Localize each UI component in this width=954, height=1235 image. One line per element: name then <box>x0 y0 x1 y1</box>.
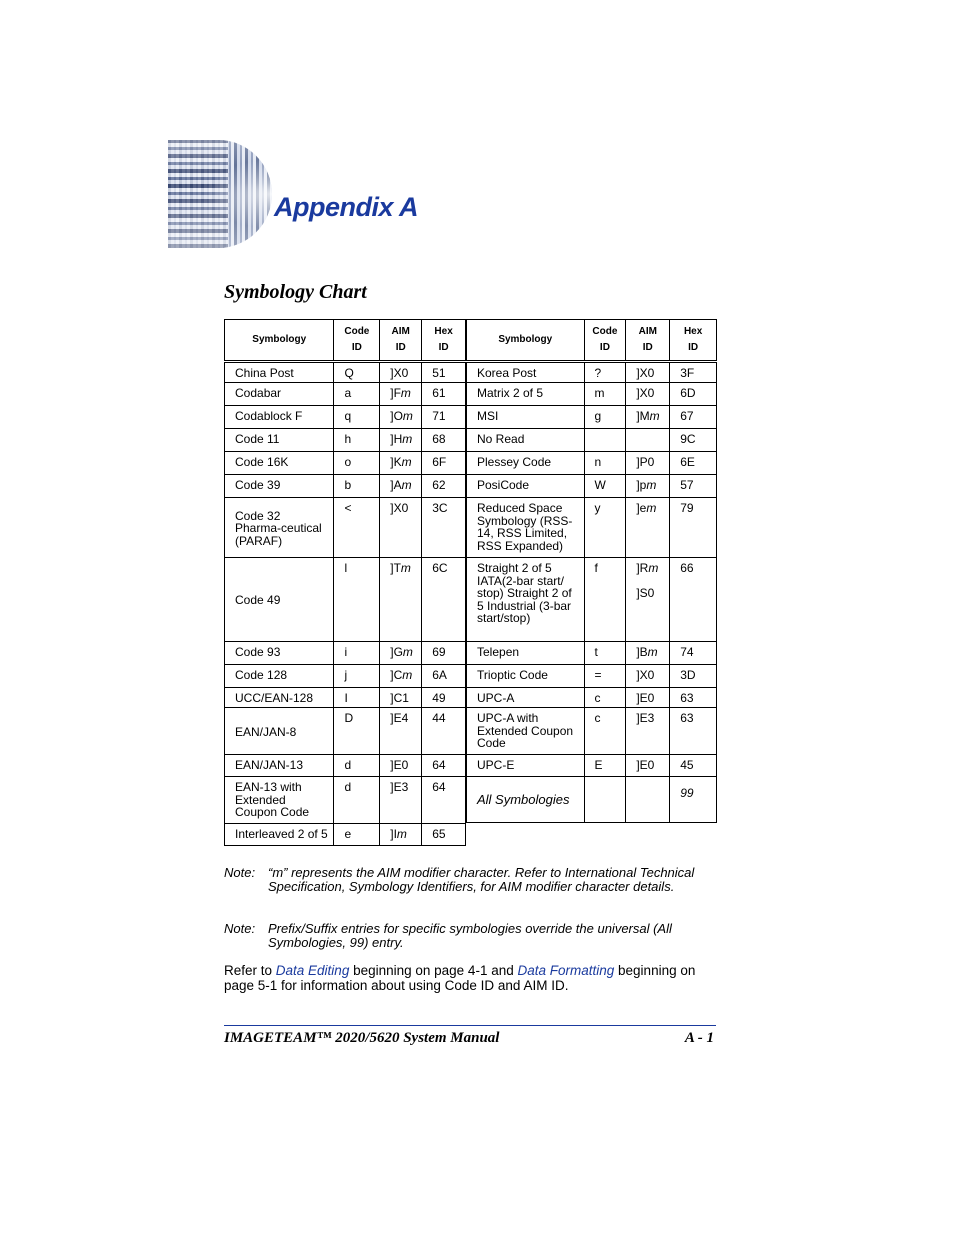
code-id-cell: < <box>334 498 380 558</box>
hex-id-cell: 99 <box>670 777 717 823</box>
symbology-cell: Straight 2 of 5 IATA(2-bar start/ stop) Straight 2 of 5 Industrial (3-bar start/stop) <box>467 558 585 642</box>
hex-id-cell: 9C <box>670 429 717 452</box>
code-id-cell: e <box>334 824 380 846</box>
code-id-cell: E <box>584 755 626 777</box>
hex-id-cell: 51 <box>422 362 466 383</box>
aim-id-cell: ]X0 <box>380 498 422 558</box>
note-text: “m” represents the AIM modifier character. Refer to International Technical Specification, Symbology Identifiers, for AIM modifier character details. <box>268 865 695 894</box>
code-id-cell: c <box>584 708 626 755</box>
symbology-cell: UPC-E <box>467 755 585 777</box>
table-row <box>225 475 466 498</box>
aim-id-cell: ]Tm <box>380 558 422 642</box>
code-id-cell: j <box>334 665 380 688</box>
aim-id-cell: ]Am <box>380 475 422 498</box>
note-label: Note: <box>224 921 256 936</box>
aim-id-cell: ]Fm <box>380 383 422 406</box>
hex-id-cell: 62 <box>422 475 466 498</box>
symbology-cell: EAN-13 with Extended Coupon Code <box>225 777 334 824</box>
aim-id-cell: ]E4 <box>380 708 422 755</box>
code-id-cell: y <box>584 498 626 558</box>
footer-page-number: A - 1 <box>684 1030 714 1046</box>
table-row <box>467 475 717 498</box>
code-id-cell: D <box>334 708 380 755</box>
code-id-cell: Q <box>334 362 380 383</box>
hex-id-cell: 3F <box>670 362 717 383</box>
table-row <box>225 777 466 824</box>
symbology-cell: China Post <box>225 362 334 383</box>
aim-id-cell: ]E0 <box>626 688 670 708</box>
code-id-cell: l <box>334 558 380 642</box>
reference-paragraph: Refer to Data Editing beginning on page 4-1 and Data Formatting beginning on page 5-1 for information about using Code ID and AIM ID. <box>224 963 696 993</box>
table-row <box>225 708 466 755</box>
symbology-cell: MSI <box>467 406 585 429</box>
symbology-cell: EAN/JAN-8 <box>225 708 334 755</box>
code-id-cell: a <box>334 383 380 406</box>
header-hex-id: Hex ID <box>670 320 717 362</box>
code-id-cell: c <box>584 688 626 708</box>
symbology-cell: No Read <box>467 429 585 452</box>
note-label: Note: <box>224 865 256 880</box>
aim-id-cell: ]X0 <box>626 665 670 688</box>
table-row <box>467 708 717 755</box>
aim-id-cell: ]E0 <box>626 755 670 777</box>
aim-id-cell: ]Km <box>380 452 422 475</box>
hex-id-cell: 69 <box>422 642 466 665</box>
table-row <box>225 755 466 777</box>
aim-id-cell: ]Hm <box>380 429 422 452</box>
code-id-cell: I <box>334 688 380 708</box>
hex-id-cell: 6F <box>422 452 466 475</box>
header-code-id: Code ID <box>584 320 626 362</box>
table-row <box>225 824 466 846</box>
table-row <box>467 688 717 708</box>
header-aim-id: AIM ID <box>626 320 670 362</box>
code-id-cell: b <box>334 475 380 498</box>
hex-id-cell: 65 <box>422 824 466 846</box>
table-row <box>467 383 717 406</box>
symbology-table-right <box>466 319 717 823</box>
symbology-cell: EAN/JAN-13 <box>225 755 334 777</box>
hex-id-cell: 63 <box>670 708 717 755</box>
hex-id-cell: 57 <box>670 475 717 498</box>
hex-id-cell: 45 <box>670 755 717 777</box>
hex-id-cell: 61 <box>422 383 466 406</box>
symbology-cell: UCC/EAN-128 <box>225 688 334 708</box>
aim-id-cell: ]E3 <box>626 708 670 755</box>
hex-id-cell: 64 <box>422 755 466 777</box>
symbology-cell: Code 93 <box>225 642 334 665</box>
header-barcode-graphic <box>168 140 272 248</box>
note-text: Prefix/Suffix entries for specific symbologies override the universal (All Symbologies, 99) entry. <box>268 921 672 950</box>
header-hex-id: Hex ID <box>422 320 466 362</box>
footer-manual-title: IMAGETEAM™ 2020/5620 System Manual <box>224 1030 500 1046</box>
hex-id-cell: 6A <box>422 665 466 688</box>
symbology-cell: Code 128 <box>225 665 334 688</box>
note-prefix-suffix <box>224 922 719 950</box>
hex-id-cell: 3C <box>422 498 466 558</box>
code-id-cell: = <box>584 665 626 688</box>
code-id-cell: i <box>334 642 380 665</box>
code-id-cell: d <box>334 777 380 824</box>
aim-id-cell: ]pm <box>626 475 670 498</box>
code-id-cell: q <box>334 406 380 429</box>
aim-id-cell <box>626 429 670 452</box>
symbology-cell: Plessey Code <box>467 452 585 475</box>
symbology-cell: UPC-A with Extended Coupon Code <box>467 708 585 755</box>
aim-id-cell: ]P0 <box>626 452 670 475</box>
hex-id-cell: 68 <box>422 429 466 452</box>
note-aim-modifier <box>224 866 719 894</box>
table-row <box>225 383 466 406</box>
symbology-cell: All Symbologies <box>467 777 585 823</box>
aim-id-cell: ]Mm <box>626 406 670 429</box>
aim-id-cell: ]Om <box>380 406 422 429</box>
table-row <box>467 429 717 452</box>
code-id-cell: m <box>584 383 626 406</box>
symbology-cell: Code 32 Pharma-ceutical (PARAF) <box>225 498 334 558</box>
symbology-cell: Codablock F <box>225 406 334 429</box>
page-title: Appendix A <box>274 192 419 222</box>
aim-id-cell: ]em <box>626 498 670 558</box>
hex-id-cell: 66 <box>670 558 717 642</box>
symbology-cell: PosiCode <box>467 475 585 498</box>
table-row <box>225 688 466 708</box>
symbology-cell: Matrix 2 of 5 <box>467 383 585 406</box>
code-id-cell: ? <box>584 362 626 383</box>
aim-id-cell: ]X0 <box>626 383 670 406</box>
symbology-cell: Reduced Space Symbology (RSS-14, RSS Limited, RSS Expanded) <box>467 498 585 558</box>
aim-id-cell: ]Rm ]S0 <box>626 558 670 642</box>
aim-id-cell: ]Cm <box>380 665 422 688</box>
header-aim-id: AIM ID <box>380 320 422 362</box>
table-row <box>467 558 717 642</box>
table-row <box>467 452 717 475</box>
table-row <box>467 755 717 777</box>
code-id-cell: h <box>334 429 380 452</box>
table-row <box>467 406 717 429</box>
hex-id-cell: 74 <box>670 642 717 665</box>
code-id-cell: f <box>584 558 626 642</box>
aim-id-cell: ]C1 <box>380 688 422 708</box>
symbology-cell: Trioptic Code <box>467 665 585 688</box>
table-row <box>225 362 466 383</box>
hex-id-cell: 49 <box>422 688 466 708</box>
symbology-cell: Telepen <box>467 642 585 665</box>
table-row <box>225 406 466 429</box>
symbology-cell: UPC-A <box>467 688 585 708</box>
aim-id-cell: ]Bm <box>626 642 670 665</box>
table-row <box>467 498 717 558</box>
hex-id-cell: 67 <box>670 406 717 429</box>
table-row <box>467 362 717 383</box>
symbology-cell: Code 16K <box>225 452 334 475</box>
table-row <box>225 558 466 642</box>
footer-divider <box>224 1025 716 1026</box>
symbology-cell: Korea Post <box>467 362 585 383</box>
symbology-cell: Code 39 <box>225 475 334 498</box>
code-id-cell <box>584 777 626 823</box>
data-editing-link[interactable]: Data Editing <box>275 963 350 978</box>
table-row <box>225 498 466 558</box>
symbology-table-left <box>224 319 466 846</box>
code-id-cell: n <box>584 452 626 475</box>
symbology-cell: Code 49 <box>225 558 334 642</box>
aim-id-cell: ]E0 <box>380 755 422 777</box>
hex-id-cell: 71 <box>422 406 466 429</box>
hex-id-cell: 6E <box>670 452 717 475</box>
symbology-cell: Interleaved 2 of 5 <box>225 824 334 846</box>
code-id-cell <box>584 429 626 452</box>
header-symbology: Symbology <box>225 320 334 362</box>
aim-id-cell: ]X0 <box>380 362 422 383</box>
table-row <box>225 642 466 665</box>
header-symbology: Symbology <box>467 320 585 362</box>
hex-id-cell: 6C <box>422 558 466 642</box>
table-row <box>225 452 466 475</box>
data-formatting-link[interactable]: Data Formatting <box>517 963 615 978</box>
symbology-cell: Codabar <box>225 383 334 406</box>
hex-id-cell: 3D <box>670 665 717 688</box>
table-row <box>467 777 717 823</box>
header-code-id: Code ID <box>334 320 380 362</box>
section-title: Symbology Chart <box>224 281 367 303</box>
aim-id-cell <box>626 777 670 823</box>
table-row <box>225 429 466 452</box>
table-row <box>225 665 466 688</box>
table-header-row <box>225 320 466 362</box>
code-id-cell: d <box>334 755 380 777</box>
table-row <box>467 642 717 665</box>
code-id-cell: W <box>584 475 626 498</box>
hex-id-cell: 79 <box>670 498 717 558</box>
code-id-cell: g <box>584 406 626 429</box>
hex-id-cell: 64 <box>422 777 466 824</box>
code-id-cell: o <box>334 452 380 475</box>
hex-id-cell: 44 <box>422 708 466 755</box>
hex-id-cell: 6D <box>670 383 717 406</box>
hex-id-cell: 63 <box>670 688 717 708</box>
aim-id-cell: ]Gm <box>380 642 422 665</box>
aim-id-cell: ]X0 <box>626 362 670 383</box>
code-id-cell: t <box>584 642 626 665</box>
table-row <box>467 665 717 688</box>
aim-id-cell: ]Im <box>380 824 422 846</box>
symbology-cell: Code 11 <box>225 429 334 452</box>
table-header-row <box>467 320 717 362</box>
aim-id-cell: ]E3 <box>380 777 422 824</box>
